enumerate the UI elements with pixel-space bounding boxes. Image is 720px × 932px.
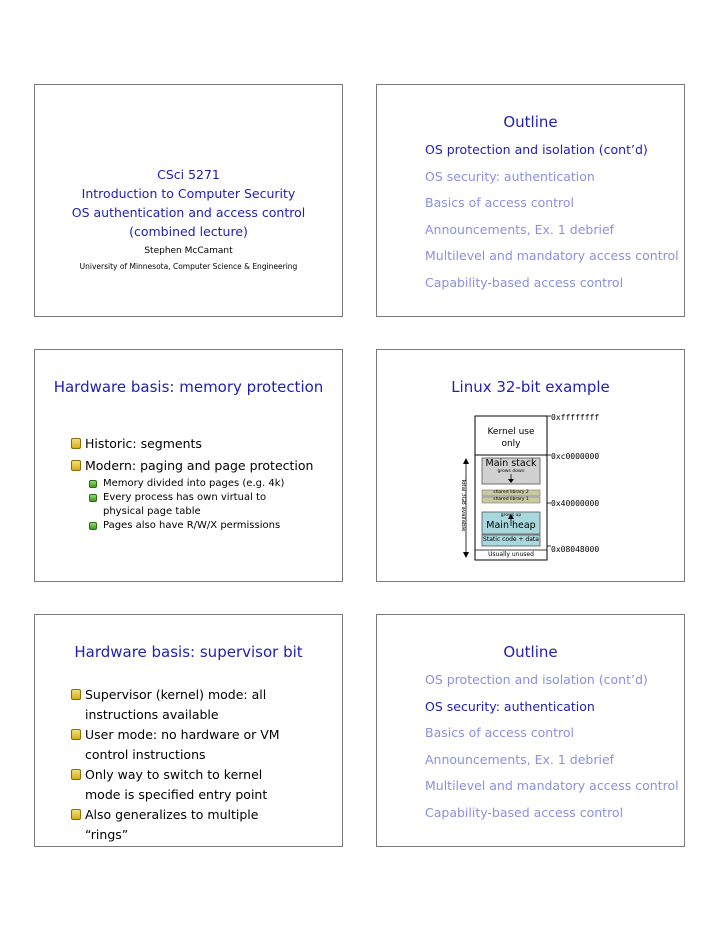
sub-bullet-item (89, 477, 313, 491)
course-number: CSci 5271 (157, 167, 220, 182)
bullet-icon (71, 689, 81, 700)
bullet-item (71, 456, 313, 533)
bullet-text: Historic: segments (85, 436, 202, 451)
bullet-item (71, 805, 296, 845)
outline-item: Basics of access control (425, 195, 575, 211)
sub-bullet-text: Memory divided into pages (e.g. 4k) (103, 478, 285, 489)
bullet-list (71, 434, 313, 533)
bullet-icon (71, 729, 81, 740)
slide-heading: Outline (503, 643, 558, 661)
bullet-list (71, 685, 296, 845)
outline-item: Basics of access control (425, 725, 575, 741)
slide-supervisor-bit (34, 614, 343, 847)
slide-heading: Hardware basis: memory protection (53, 378, 324, 396)
address-top: 0xffffffff (551, 413, 600, 422)
sub-bullet-item (89, 491, 303, 519)
outline-item: Announcements, Ex. 1 debrief (425, 221, 615, 237)
course-name: Introduction to Computer Security (81, 186, 296, 201)
lib2-label: shared library 2 (493, 490, 529, 495)
bullet-icon (71, 460, 81, 471)
outline-list (425, 673, 679, 833)
outline-item: OS protection and isolation (cont’d) (425, 142, 648, 157)
slide-memory-protection (34, 349, 343, 582)
lib1-label: shared library 1 (493, 497, 529, 502)
outline-item: OS security: authentication (425, 698, 595, 714)
bullet-item (71, 685, 296, 725)
sub-bullet-item (89, 519, 313, 533)
sub-bullet-text: Every process has own virtual to physical page table (103, 492, 267, 517)
outline-list (425, 143, 679, 303)
bullet-text: Supervisor (kernel) mode: all instructions available (85, 687, 267, 722)
bullet-text: Only way to switch to kernel mode is specified entry point (85, 767, 268, 802)
outline-item: Multilevel and mandatory access control (425, 778, 679, 794)
stack-grows-label: grows down (497, 469, 525, 474)
lecture-topic: OS authentication and access control (71, 205, 306, 220)
sub-bullet-list (71, 477, 313, 533)
slide-heading: Linux 32-bit example (451, 378, 610, 396)
sub-bullet-icon (89, 522, 97, 530)
slide-outline-2 (376, 614, 685, 847)
sub-bullet-icon (89, 480, 97, 488)
address-libs: 0x40000000 (551, 499, 600, 508)
sub-bullet-icon (89, 494, 97, 502)
heap-grows-label: grows up (500, 513, 522, 518)
kernel-label: Kernel use only (487, 427, 535, 449)
stack-label: Main stack (485, 458, 537, 469)
bullet-text: Also generalizes to multiple “rings” (85, 807, 259, 842)
slide-heading: Hardware basis: supervisor bit (74, 643, 303, 661)
sub-bullet-text: Pages also have R/W/X permissions (103, 520, 281, 531)
range-label: Total 3GB available (460, 478, 466, 532)
bullet-icon (71, 769, 81, 780)
bullet-icon (71, 809, 81, 820)
bullet-item (71, 725, 296, 765)
slide-outline-1 (376, 84, 685, 317)
outline-item: Multilevel and mandatory access control (425, 248, 679, 264)
bullet-item (71, 434, 313, 453)
outline-item: Capability-based access control (425, 274, 624, 290)
slide-title (34, 84, 343, 317)
affiliation: University of Minnesota, Computer Science & Engineering (79, 262, 298, 271)
outline-item: Capability-based access control (425, 804, 624, 820)
outline-item: Announcements, Ex. 1 debrief (425, 751, 615, 767)
static-label: Static code + data (483, 536, 539, 543)
address-code-start: 0x08048000 (551, 545, 600, 554)
author: Stephen McCamant (144, 246, 233, 256)
bullet-text: User mode: no hardware or VM control instructions (85, 727, 280, 762)
range-arrow-bottom (463, 552, 469, 558)
unused-label: Usually unused (488, 551, 534, 558)
range-arrow-top (463, 458, 469, 464)
bullet-item (71, 765, 296, 805)
slide-heading: Outline (503, 113, 558, 131)
outline-item: OS security: authentication (425, 168, 595, 184)
outline-item: OS protection and isolation (cont’d) (425, 672, 648, 687)
heap-label: Main heap (486, 520, 536, 531)
slide-linux-memory (376, 349, 685, 582)
bullet-icon (71, 438, 81, 449)
lecture-note: (combined lecture) (129, 224, 248, 239)
bullet-text: Modern: paging and page protection (85, 458, 314, 473)
address-kernel-start: 0xc0000000 (551, 452, 600, 461)
